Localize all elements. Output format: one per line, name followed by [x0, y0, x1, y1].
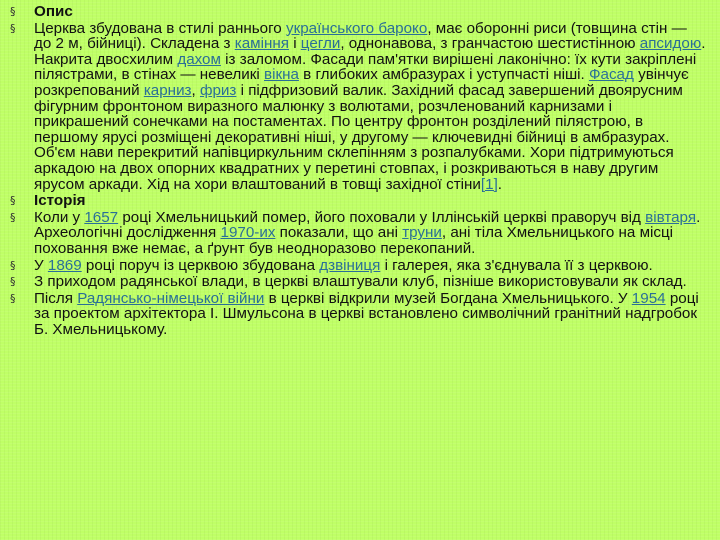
paragraph-burial	[10, 210, 708, 257]
bullet-icon: §	[10, 258, 16, 272]
text-run: і	[288, 35, 301, 53]
text-run: Після	[34, 289, 78, 307]
link-ukrainian-baroque[interactable]: українського бароко	[285, 19, 428, 37]
section-heading-istoriia	[10, 193, 708, 209]
text-run: , однонавова, з гранчастою шестистінною	[340, 35, 640, 53]
paragraph-text	[34, 290, 699, 338]
link-cornice[interactable]: карниз	[143, 81, 192, 99]
link-facade[interactable]: Фасад	[588, 66, 634, 84]
text-run: в глибоких амбразурах і уступчасті ніші.	[298, 66, 589, 84]
link-stone[interactable]: каміння	[234, 35, 289, 53]
link-1954[interactable]: 1954	[631, 289, 666, 307]
link-1657[interactable]: 1657	[84, 208, 119, 226]
text-run: році поруч із церквою збудована	[81, 256, 320, 274]
bullet-icon: §	[10, 210, 16, 224]
text-run: Церква збудована в стилі раннього	[34, 19, 286, 37]
link-window[interactable]: вікна	[264, 66, 299, 84]
text-run: , має оборонні риси (товщина стін — до 2 м, бійниці). Складена з	[34, 19, 687, 53]
link-1869[interactable]: 1869	[47, 256, 82, 274]
paragraph-soviet	[10, 274, 708, 290]
paragraph-text	[34, 20, 705, 193]
paragraph-text: З приходом радянської влади, в церкві влаштували клуб, пізніше використовували як склад.	[34, 273, 687, 291]
reference-link[interactable]: [1]	[480, 175, 498, 193]
bullet-icon: §	[10, 275, 16, 289]
link-altar[interactable]: вівтаря	[645, 208, 697, 226]
text-run: У	[34, 256, 48, 274]
text-run: році за проектом архітектора І. Шмульсона в церкві встановлено символічний гранітний надгробок Б. Хмельницькому.	[34, 289, 699, 338]
text-run: . Накрита двосхилим	[34, 35, 706, 68]
link-apse[interactable]: апсидою	[639, 35, 702, 53]
paragraph-text	[34, 209, 700, 257]
text-run: , ані тіла Хмельницького на місці поховання вже немає, а ґрунт був неодноразово перекопаний.	[34, 224, 674, 257]
bullet-list	[10, 4, 708, 337]
bullet-icon: §	[10, 194, 16, 208]
text-run: і галерея, яка з'єднувала її з церквою.	[380, 256, 653, 274]
text-run: ,	[191, 81, 200, 99]
text-run: із заломом. Фасади пам'ятки вирішені лаконічно: їх кути закріплені пілястрами, в стінах — невеликі	[34, 50, 697, 84]
link-roof[interactable]: дахом	[177, 50, 221, 68]
link-frieze[interactable]: фриз	[199, 81, 237, 99]
paragraph-belfry	[10, 258, 708, 274]
paragraph-description	[10, 21, 708, 193]
text-run: році Хмельницький помер, його поховали у Іллінській церкві праворуч від	[118, 208, 646, 226]
paragraph-text	[34, 257, 653, 274]
text-run: . Археологічні дослідження	[34, 208, 701, 242]
heading-text: Історія	[34, 192, 86, 210]
section-heading-opis	[10, 4, 708, 20]
text-run: показали, що ані	[275, 224, 403, 242]
text-run: і підфризовий валик. Західний фасад завершений двоярусним фігурним фронтоном виразного малюнку з волютами, розчленований карнизами і прикрашений сонечками на постаментах. По центру фронтон розділений пілястрою, в першому ярусі розміщені декоративні ніші, у другому — ключевидні бійниці в амбразурах. Об'єм нави перекритий напівциркульним склепінням з розпалубками. Хори підтримуються аркадою на двох опорних квадратних у перетині стовпах, і розкриваються в наву другим ярусом аркади. Хід на хори влаштований в товщі західної стіни	[34, 81, 683, 193]
heading-text: Опис	[34, 3, 73, 20]
bullet-icon: §	[10, 291, 16, 305]
link-soviet-german-war[interactable]: Радянсько-німецької війни	[77, 289, 265, 307]
text-run: в церкві відкрили музей Богдана Хмельницького. У	[264, 289, 632, 307]
link-belfry[interactable]: дзвіниця	[319, 256, 381, 274]
link-brick[interactable]: цегли	[300, 35, 341, 53]
bullet-icon: §	[10, 21, 16, 35]
bullet-icon: §	[10, 5, 16, 18]
text-run: увінчує розкрепований	[34, 66, 689, 99]
paragraph-museum	[10, 291, 708, 338]
text-run: Коли у	[34, 208, 85, 226]
text-run: .	[497, 175, 503, 193]
link-coffin[interactable]: труни	[402, 224, 442, 242]
link-1970s[interactable]: 1970-их	[220, 224, 276, 242]
